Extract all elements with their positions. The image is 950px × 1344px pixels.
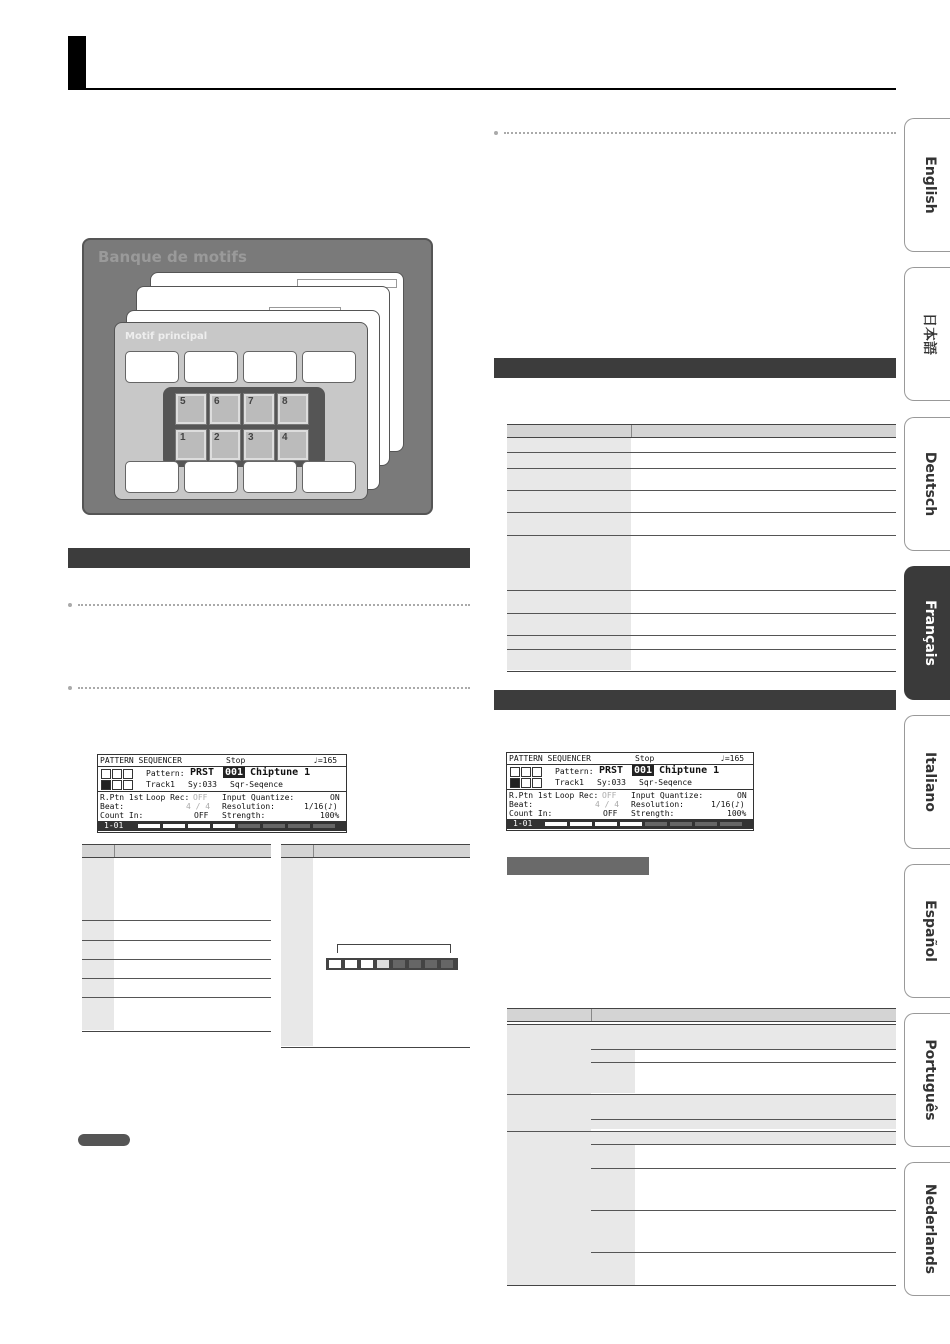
table-right-a: [507, 424, 896, 672]
track-square: [510, 767, 520, 777]
tab-label: Français: [922, 600, 938, 666]
track-square: [532, 778, 542, 788]
bracket: [337, 944, 451, 953]
tab-label: Português: [922, 1039, 938, 1121]
loop-rec-label: Loop Rec:: [146, 793, 190, 802]
pad-4: [277, 429, 309, 461]
lcd-screen-left: [97, 754, 347, 833]
count-in-value: OFF: [603, 809, 618, 818]
beat-value: 4 / 4: [595, 800, 620, 809]
slot-top-2: [184, 351, 238, 383]
pad-6: [209, 393, 241, 425]
step-seg: [288, 824, 310, 828]
resolution-value: 1/16(♪): [304, 802, 338, 811]
header-rule: [68, 88, 896, 90]
track-label: Track1: [555, 778, 584, 787]
step-seg: [263, 824, 285, 828]
tab-espanol[interactable]: [904, 864, 950, 998]
bullet-dot: [68, 603, 72, 607]
pad-2: [209, 429, 241, 461]
track-label: Track1: [146, 780, 175, 789]
step-seg: [645, 822, 667, 826]
tab-italiano[interactable]: [904, 715, 950, 849]
track-square: [123, 769, 133, 779]
count-in-label: Count In:: [509, 809, 553, 818]
pattern-name: Chiptune 1: [659, 765, 720, 776]
tab-label: Español: [922, 900, 938, 962]
diagram-bank-title: Banque de motifs: [98, 248, 247, 266]
dotted-divider: [78, 687, 470, 689]
position-readout: 1-01: [513, 819, 533, 828]
strength-value: 100%: [320, 811, 340, 820]
beat-value: 4 / 4: [186, 802, 211, 811]
strength-label: Strength:: [222, 811, 266, 820]
loop-rec-value: OFF: [602, 791, 617, 800]
lcd-tempo: ♩=165: [313, 756, 338, 765]
pad-7: [243, 393, 275, 425]
section-bar-right-1: [494, 358, 896, 378]
track-square: [532, 767, 542, 777]
step-seg: [238, 824, 260, 828]
pad-number: 5: [180, 396, 186, 407]
rptn-label: R.Ptn 1st: [509, 791, 553, 800]
slot-top-4: [302, 351, 356, 383]
step-seg: [213, 824, 235, 828]
pad-3: [243, 429, 275, 461]
lcd-tempo: ♩=165: [720, 754, 745, 763]
lcd-rule: [507, 789, 753, 790]
subsection-label-bar: [507, 857, 649, 875]
bullet-dot: [494, 131, 498, 135]
dotted-divider: [78, 604, 470, 606]
tone-name: Sqr-Seqence: [230, 780, 283, 789]
resolution-label: Resolution:: [631, 800, 684, 809]
section-bar-right-2: [494, 690, 896, 710]
lcd-rule: [98, 791, 346, 792]
main-pattern-title: Motif principal: [125, 331, 208, 342]
step-seg: [313, 824, 335, 828]
track-square: [101, 780, 111, 790]
lcd-screen-right: [506, 752, 754, 831]
resolution-value: 1/16(♪): [711, 800, 745, 809]
count-in-label: Count In:: [100, 811, 144, 820]
slot-bottom-1: [125, 461, 179, 493]
loop-rec-label: Loop Rec:: [555, 791, 599, 800]
tab-label: Italiano: [922, 752, 938, 812]
pad-8: [277, 393, 309, 425]
pad-number: 6: [214, 396, 220, 407]
slot-top-1: [125, 351, 179, 383]
pattern-label: Pattern:: [555, 767, 594, 776]
lcd-status: Stop: [635, 754, 655, 763]
dotted-divider: [504, 132, 896, 134]
slot-bottom-3: [243, 461, 297, 493]
track-square: [510, 778, 520, 788]
tab-nederlands[interactable]: [904, 1162, 950, 1296]
resolution-label: Resolution:: [222, 802, 275, 811]
loop-rec-value: OFF: [193, 793, 208, 802]
lcd-header: PATTERN SEQUENCER: [509, 754, 591, 763]
sy-label: Sy:033: [597, 778, 626, 787]
step-bar: [507, 819, 753, 829]
tone-name: Sqr-Seqence: [639, 778, 692, 787]
count-in-value: OFF: [194, 811, 209, 820]
slot-bottom-2: [184, 461, 238, 493]
step-seg: [138, 824, 160, 828]
strength-value: 100%: [727, 809, 747, 818]
table-left-a: [82, 844, 271, 1032]
track-square: [521, 778, 531, 788]
mini-step-bar: [326, 958, 458, 970]
pad-number: 8: [282, 396, 288, 407]
beat-label: Beat:: [100, 802, 125, 811]
input-quantize-label: Input Quantize:: [631, 791, 704, 800]
input-quantize-value: ON: [330, 793, 340, 802]
pattern-name: Chiptune 1: [250, 767, 311, 778]
pad-number: 4: [282, 432, 288, 443]
tab-francais[interactable]: [904, 566, 950, 700]
pad-number: 2: [214, 432, 220, 443]
track-square: [521, 767, 531, 777]
slot-top-3: [243, 351, 297, 383]
lcd-header: PATTERN SEQUENCER: [100, 756, 182, 765]
pattern-number: 001: [634, 765, 653, 776]
tab-label: English: [922, 156, 938, 214]
track-square: [101, 769, 111, 779]
step-seg: [595, 822, 617, 826]
pad-1: [175, 429, 207, 461]
tab-english[interactable]: [904, 118, 950, 252]
step-seg: [720, 822, 742, 826]
beat-label: Beat:: [509, 800, 534, 809]
step-seg: [188, 824, 210, 828]
track-square: [112, 769, 122, 779]
step-bar: [98, 821, 346, 831]
strength-label: Strength:: [631, 809, 675, 818]
input-quantize-value: ON: [737, 791, 747, 800]
tab-portugues[interactable]: [904, 1013, 950, 1147]
pattern-number: 001: [225, 767, 244, 778]
step-seg: [670, 822, 692, 826]
tab-label: Nederlands: [922, 1183, 938, 1275]
main-pattern-card: [114, 322, 368, 500]
pattern-bank-diagram: [82, 238, 433, 515]
pad-number: 3: [248, 432, 254, 443]
tab-deutsch[interactable]: [904, 417, 950, 551]
pad-5: [175, 393, 207, 425]
pad-number: 1: [180, 432, 186, 443]
track-square: [112, 780, 122, 790]
slot-bottom-4: [302, 461, 356, 493]
step-seg: [695, 822, 717, 826]
tab-japanese[interactable]: [904, 267, 950, 401]
section-bar-left: [68, 548, 470, 568]
rptn-label: R.Ptn 1st: [100, 793, 144, 802]
pattern-label: Pattern:: [146, 769, 185, 778]
pattern-bank: PRST: [190, 767, 215, 778]
tab-label: 日本語: [921, 313, 937, 355]
pattern-bank: PRST: [599, 765, 624, 776]
lcd-status: Stop: [226, 756, 246, 765]
input-quantize-label: Input Quantize:: [222, 793, 295, 802]
chapter-marker: [68, 36, 86, 90]
table-right-b: [507, 1008, 896, 1286]
pad-grid: [163, 387, 325, 467]
pad-number: 7: [248, 396, 254, 407]
step-seg: [545, 822, 567, 826]
step-seg: [620, 822, 642, 826]
bullet-dot: [68, 686, 72, 690]
step-seg: [570, 822, 592, 826]
sy-label: Sy:033: [188, 780, 217, 789]
step-seg: [163, 824, 185, 828]
memo-badge: [78, 1134, 130, 1146]
track-square: [123, 780, 133, 790]
position-readout: 1-01: [104, 821, 124, 830]
tab-label: Deutsch: [922, 451, 938, 517]
